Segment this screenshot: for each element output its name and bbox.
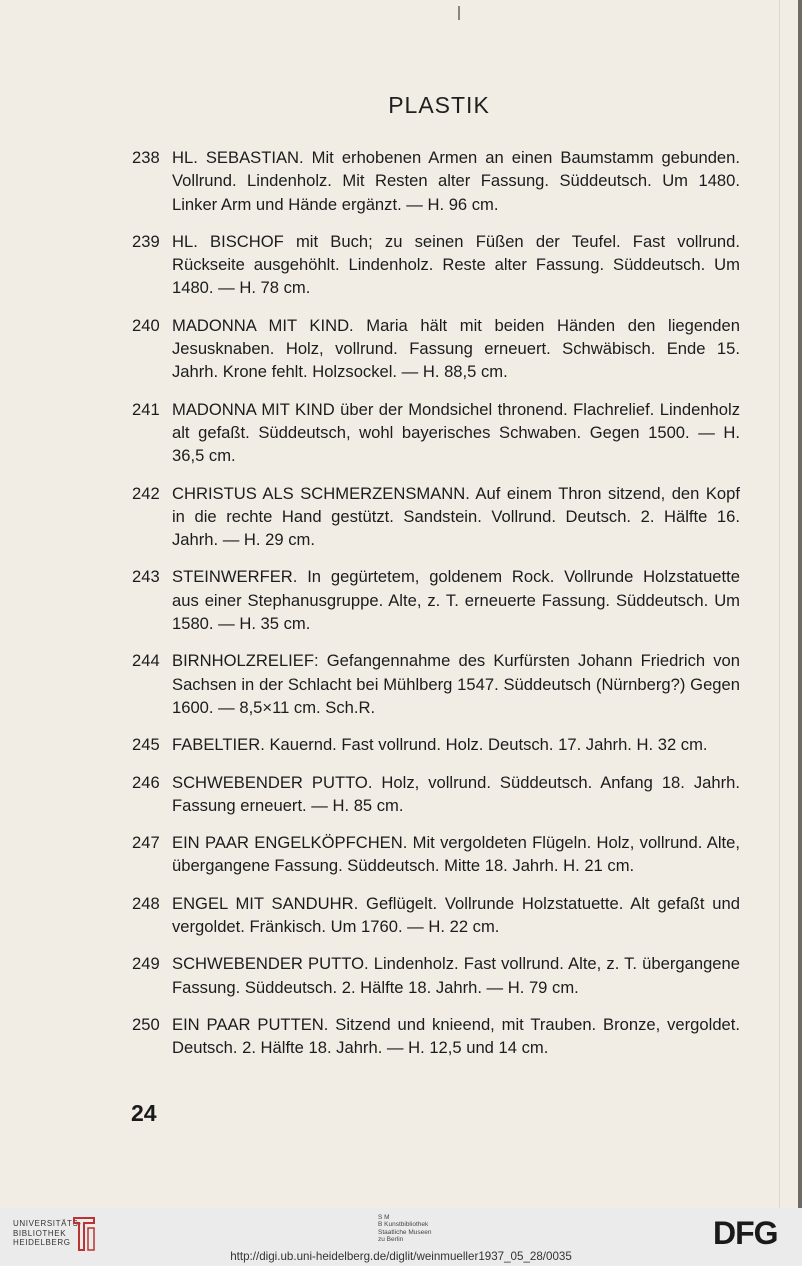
entry-number: 246 — [132, 772, 160, 792]
entry-number: 242 — [132, 483, 160, 503]
museum-line: S M — [378, 1214, 390, 1221]
scan-mark — [458, 6, 460, 20]
entry-text: CHRISTUS ALS SCHMERZENSMANN. Auf einem Thron sitzend, den Kopf in die rechte Hand gestützt. Sandstein. Vollrund. Deutsch. 2. Hälfte 16. Jahrh. — H. 29 cm. — [172, 483, 740, 550]
page-title: PLASTIK — [388, 92, 490, 118]
entry-text: STEINWERFER. In gegürtetem, goldenem Rock. Vollrunde Holzstatuette aus einer Stephanusgruppe. Alte, z. T. erneuerte Fassung. Süddeutsch. Um 1580. — H. 35 cm. — [172, 567, 740, 634]
entry-number: 249 — [132, 954, 160, 974]
entry-number: 244 — [132, 651, 160, 671]
entry-number: 250 — [132, 1014, 160, 1034]
catalog-entry — [132, 831, 740, 878]
catalog-entries — [132, 146, 740, 1074]
museum-line: Staatliche Museen — [378, 1228, 432, 1236]
page-edge — [798, 0, 802, 1208]
entry-number: 239 — [132, 231, 160, 251]
catalog-entry — [132, 398, 740, 468]
library-line: HEIDELBERG — [13, 1238, 71, 1247]
catalog-entry — [132, 314, 740, 384]
entry-text: BIRNHOLZRELIEF: Gefangennahme des Kurfürsten Johann Friedrich von Sachsen in der Schlacht bei Mühlberg 1547. Süddeutsch (Nürnberg?) Gegen 1600. — 8,5×11 cm. Sch.R. — [172, 651, 740, 717]
entry-number: 238 — [132, 148, 160, 167]
museum-logo — [378, 1214, 431, 1244]
entry-number: 240 — [132, 315, 160, 335]
entry-number: 248 — [132, 893, 160, 913]
entry-text: EIN PAAR PUTTEN. Sitzend und knieend, mit Trauben. Bronze, vergoldet. Deutsch. 2. Hälfte 18. Jahrh. — H. 12,5 und 14 cm. — [172, 1014, 740, 1058]
entry-text: ENGEL MIT SANDUHR. Geflügelt. Vollrunde Holzstatuette. Alt gefaßt und vergoldet. Fränkisch. Um 1760. — H. 22 cm. — [172, 893, 740, 937]
library-line: BIBLIOTHEK — [13, 1228, 67, 1238]
entry-text: MADONNA MIT KIND über der Mondsichel thronend. Flachrelief. Lindenholz alt gefaßt. Süddeutsch, wohl bayerisches Schwaben. Gegen 1500. — H. 36,5 cm. — [172, 399, 740, 466]
catalog-entry — [132, 482, 740, 552]
page-number: 24 — [131, 1100, 157, 1126]
entry-number: 243 — [132, 567, 160, 587]
catalog-entry — [132, 146, 740, 216]
entry-number: 241 — [132, 399, 160, 419]
entry-text: SCHWEBENDER PUTTO. Lindenholz. Fast vollrund. Alte, z. T. übergangene Fassung. Süddeutsch. 2. Hälfte 18. Jahrh. — H. 79 cm. — [172, 954, 740, 997]
library-logo-icon — [70, 1214, 98, 1254]
catalog-entry — [132, 230, 740, 300]
page-fold-line — [779, 0, 780, 1208]
catalog-entry — [132, 733, 740, 756]
catalog-entry — [132, 892, 740, 939]
catalog-entry — [132, 565, 740, 635]
entry-text: FABELTIER. Kauernd. Fast vollrund. Holz. Deutsch. 17. Jahrh. H. 32 cm. — [172, 735, 708, 755]
viewer-footer — [0, 1208, 802, 1266]
entry-number: 245 — [132, 735, 160, 755]
museum-line: B Kunstbibliothek — [378, 1221, 429, 1229]
entry-number: 247 — [132, 833, 160, 853]
library-line: UNIVERSITÄTS- — [13, 1219, 82, 1228]
catalog-entry — [132, 649, 740, 719]
dfg-logo[interactable]: DFG — [713, 1215, 778, 1251]
catalog-entry — [132, 771, 740, 818]
entry-text: HL. BISCHOF mit Buch; zu seinen Füßen der Teufel. Fast vollrund. Rückseite ausgehöhlt. Lindenholz. Reste alter Fassung. Süddeutsch. Um 1480. — H. 78 cm. — [172, 231, 740, 298]
museum-line: zu Berlin — [378, 1236, 404, 1244]
catalog-entry — [132, 952, 740, 999]
entry-text: SCHWEBENDER PUTTO. Holz, vollrund. Süddeutsch. Anfang 18. Jahrh. Fassung erneuert. — H. 85 cm. — [172, 772, 740, 815]
entry-text: MADONNA MIT KIND. Maria hält mit beiden Händen den liegenden Jesusknaben. Holz, vollrund. Fassung erneuert. Schwäbisch. Ende 15. Jahrh. Krone fehlt. Holzsockel. — H. 88,5 cm. — [172, 315, 740, 382]
catalog-entry — [132, 1013, 740, 1060]
entry-text: HL. SEBASTIAN. Mit erhobenen Armen an einen Baumstamm gebunden. Vollrund. Lindenholz. Mit Resten alter Fassung. Süddeutsch. Um 1480. Linker Arm und Hände ergänzt. — H. 96 cm. — [172, 148, 740, 214]
permalink-url[interactable]: http://digi.ub.uni-heidelberg.de/diglit/weinmueller1937_05_28/0035 — [230, 1250, 572, 1263]
entry-text: EIN PAAR ENGELKÖPFCHEN. Mit vergoldeten Flügeln. Holz, vollrund. Alte, übergangene Fassung. Süddeutsch. Mitte 18. Jahrh. H. 21 cm. — [172, 833, 740, 876]
